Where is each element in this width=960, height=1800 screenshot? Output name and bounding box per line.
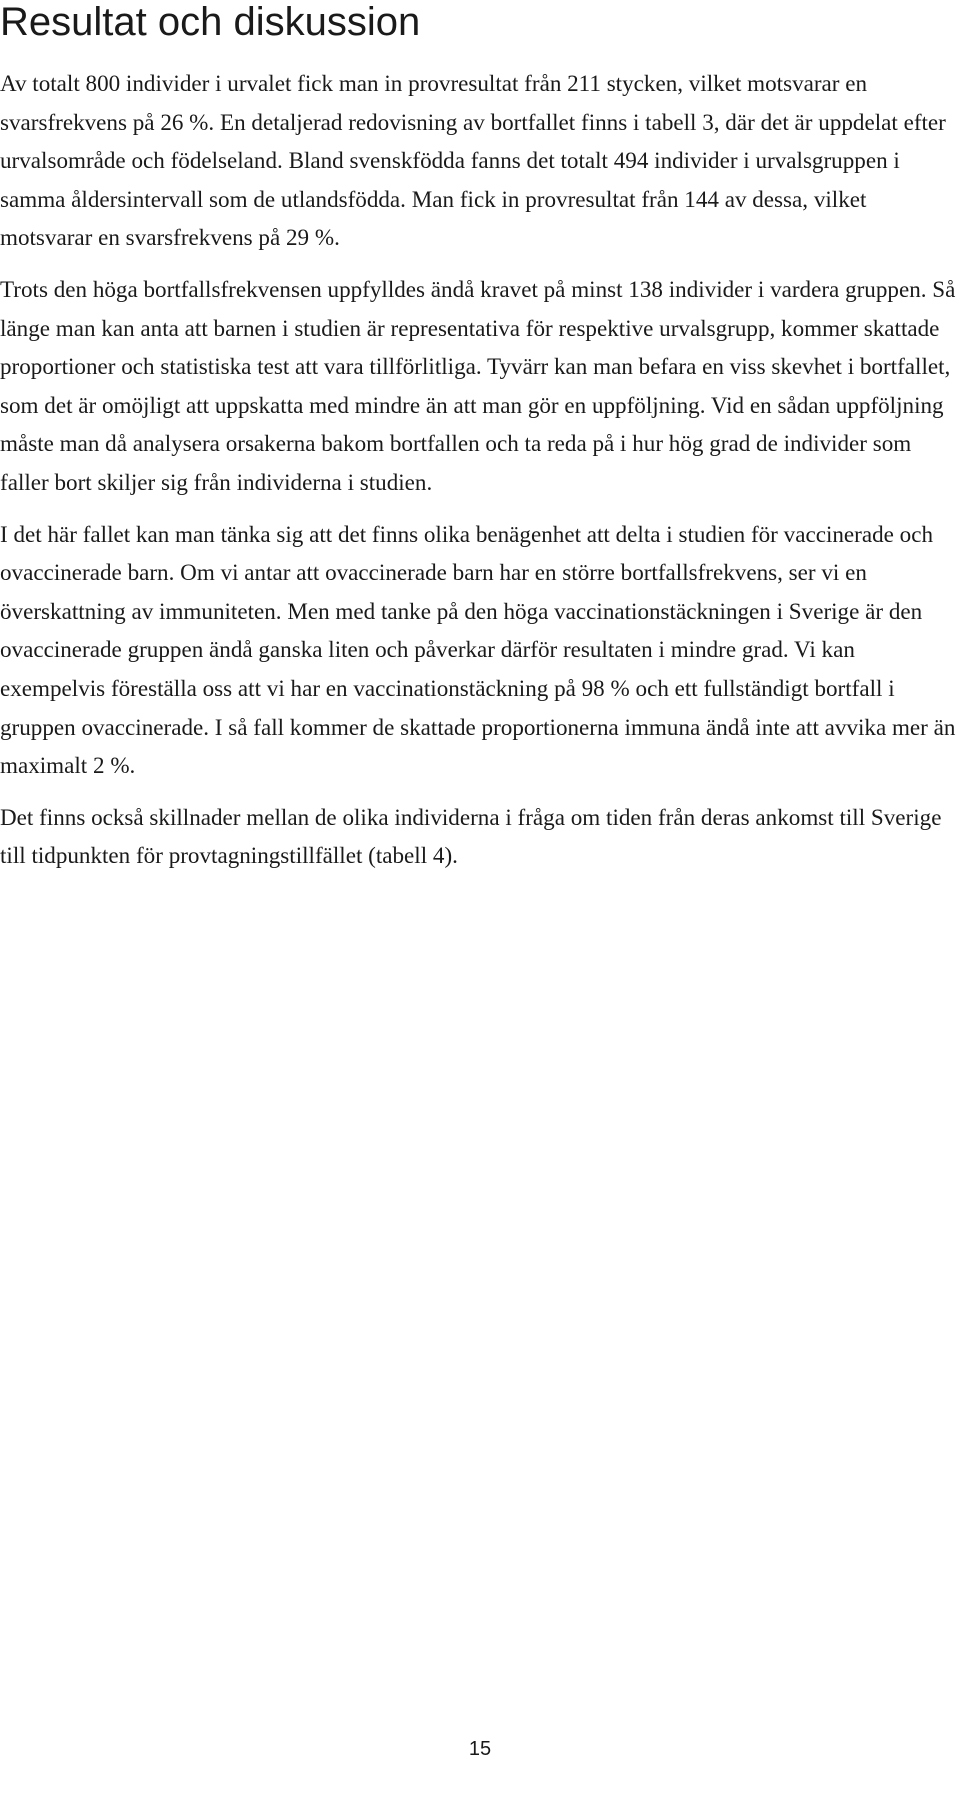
paragraph-1: Av totalt 800 individer i urvalet fick man in provresultat från 211 stycken, vilket motsvarar en svarsfrekvens på 26 %. En detaljerad redovisning av bortfallet finns i tabell 3, där det är uppdelat efter urvalsområde och födelseland. Bland svenskfödda fanns det totalt 494 individer i urvalsgruppen i samma åldersintervall som de utlandsfödda. Man fick in provresultat från 144 av dessa, vilket motsvarar en svarsfrekvens på 29 %. — [0, 70, 946, 251]
body-text — [0, 64, 958, 888]
paragraph-4: Det finns också skillnader mellan de olika individerna i fråga om tiden från deras ankomst till Sverige till tidpunkten för provtagningstillfället (tabell 4). — [0, 803, 942, 869]
paragraph-2: Trots den höga bortfallsfrekvensen uppfylldes ändå kravet på minst 138 individer i vardera gruppen. Så länge man kan anta att barnen i studien är representativa för respektive urvalsgrupp, kommer skattade proportioner och statistiska test att vara tillförlitliga. Tyvärr kan man befara en viss skevhet i bortfallet, som det är omöjligt att uppskatta med mindre än att man gör en uppföljning. Vid en sådan uppföljning måste man då analysera orsakerna bakom bortfallen och ta reda på i hur hög grad de individer som faller bort skiljer sig från individerna i studien. — [0, 275, 956, 495]
paragraph-3: I det här fallet kan man tänka sig att det finns olika benägenhet att delta i studien för vaccinerade och ovaccinerade barn. Om vi antar att ovaccinerade barn har en större bortfallsfrekvens, ser vi en överskattning av immuniteten. Men med tanke på den höga vaccinationstäckningen i Sverige är den ovaccinerade gruppen ändå ganska liten och påverkar därför resultaten i mindre grad. Vi kan exempelvis föreställa oss att vi har en vaccinationstäckning på 98 % och ett fullständigt bortfall i gruppen ovaccinerade. I så fall kommer de skattade proportionerna immuna ändå inte att avvika mer än maximalt 2 %. — [0, 520, 956, 779]
page-number: 15 — [468, 1738, 492, 1760]
section-heading: Resultat och diskussion — [0, 0, 421, 44]
